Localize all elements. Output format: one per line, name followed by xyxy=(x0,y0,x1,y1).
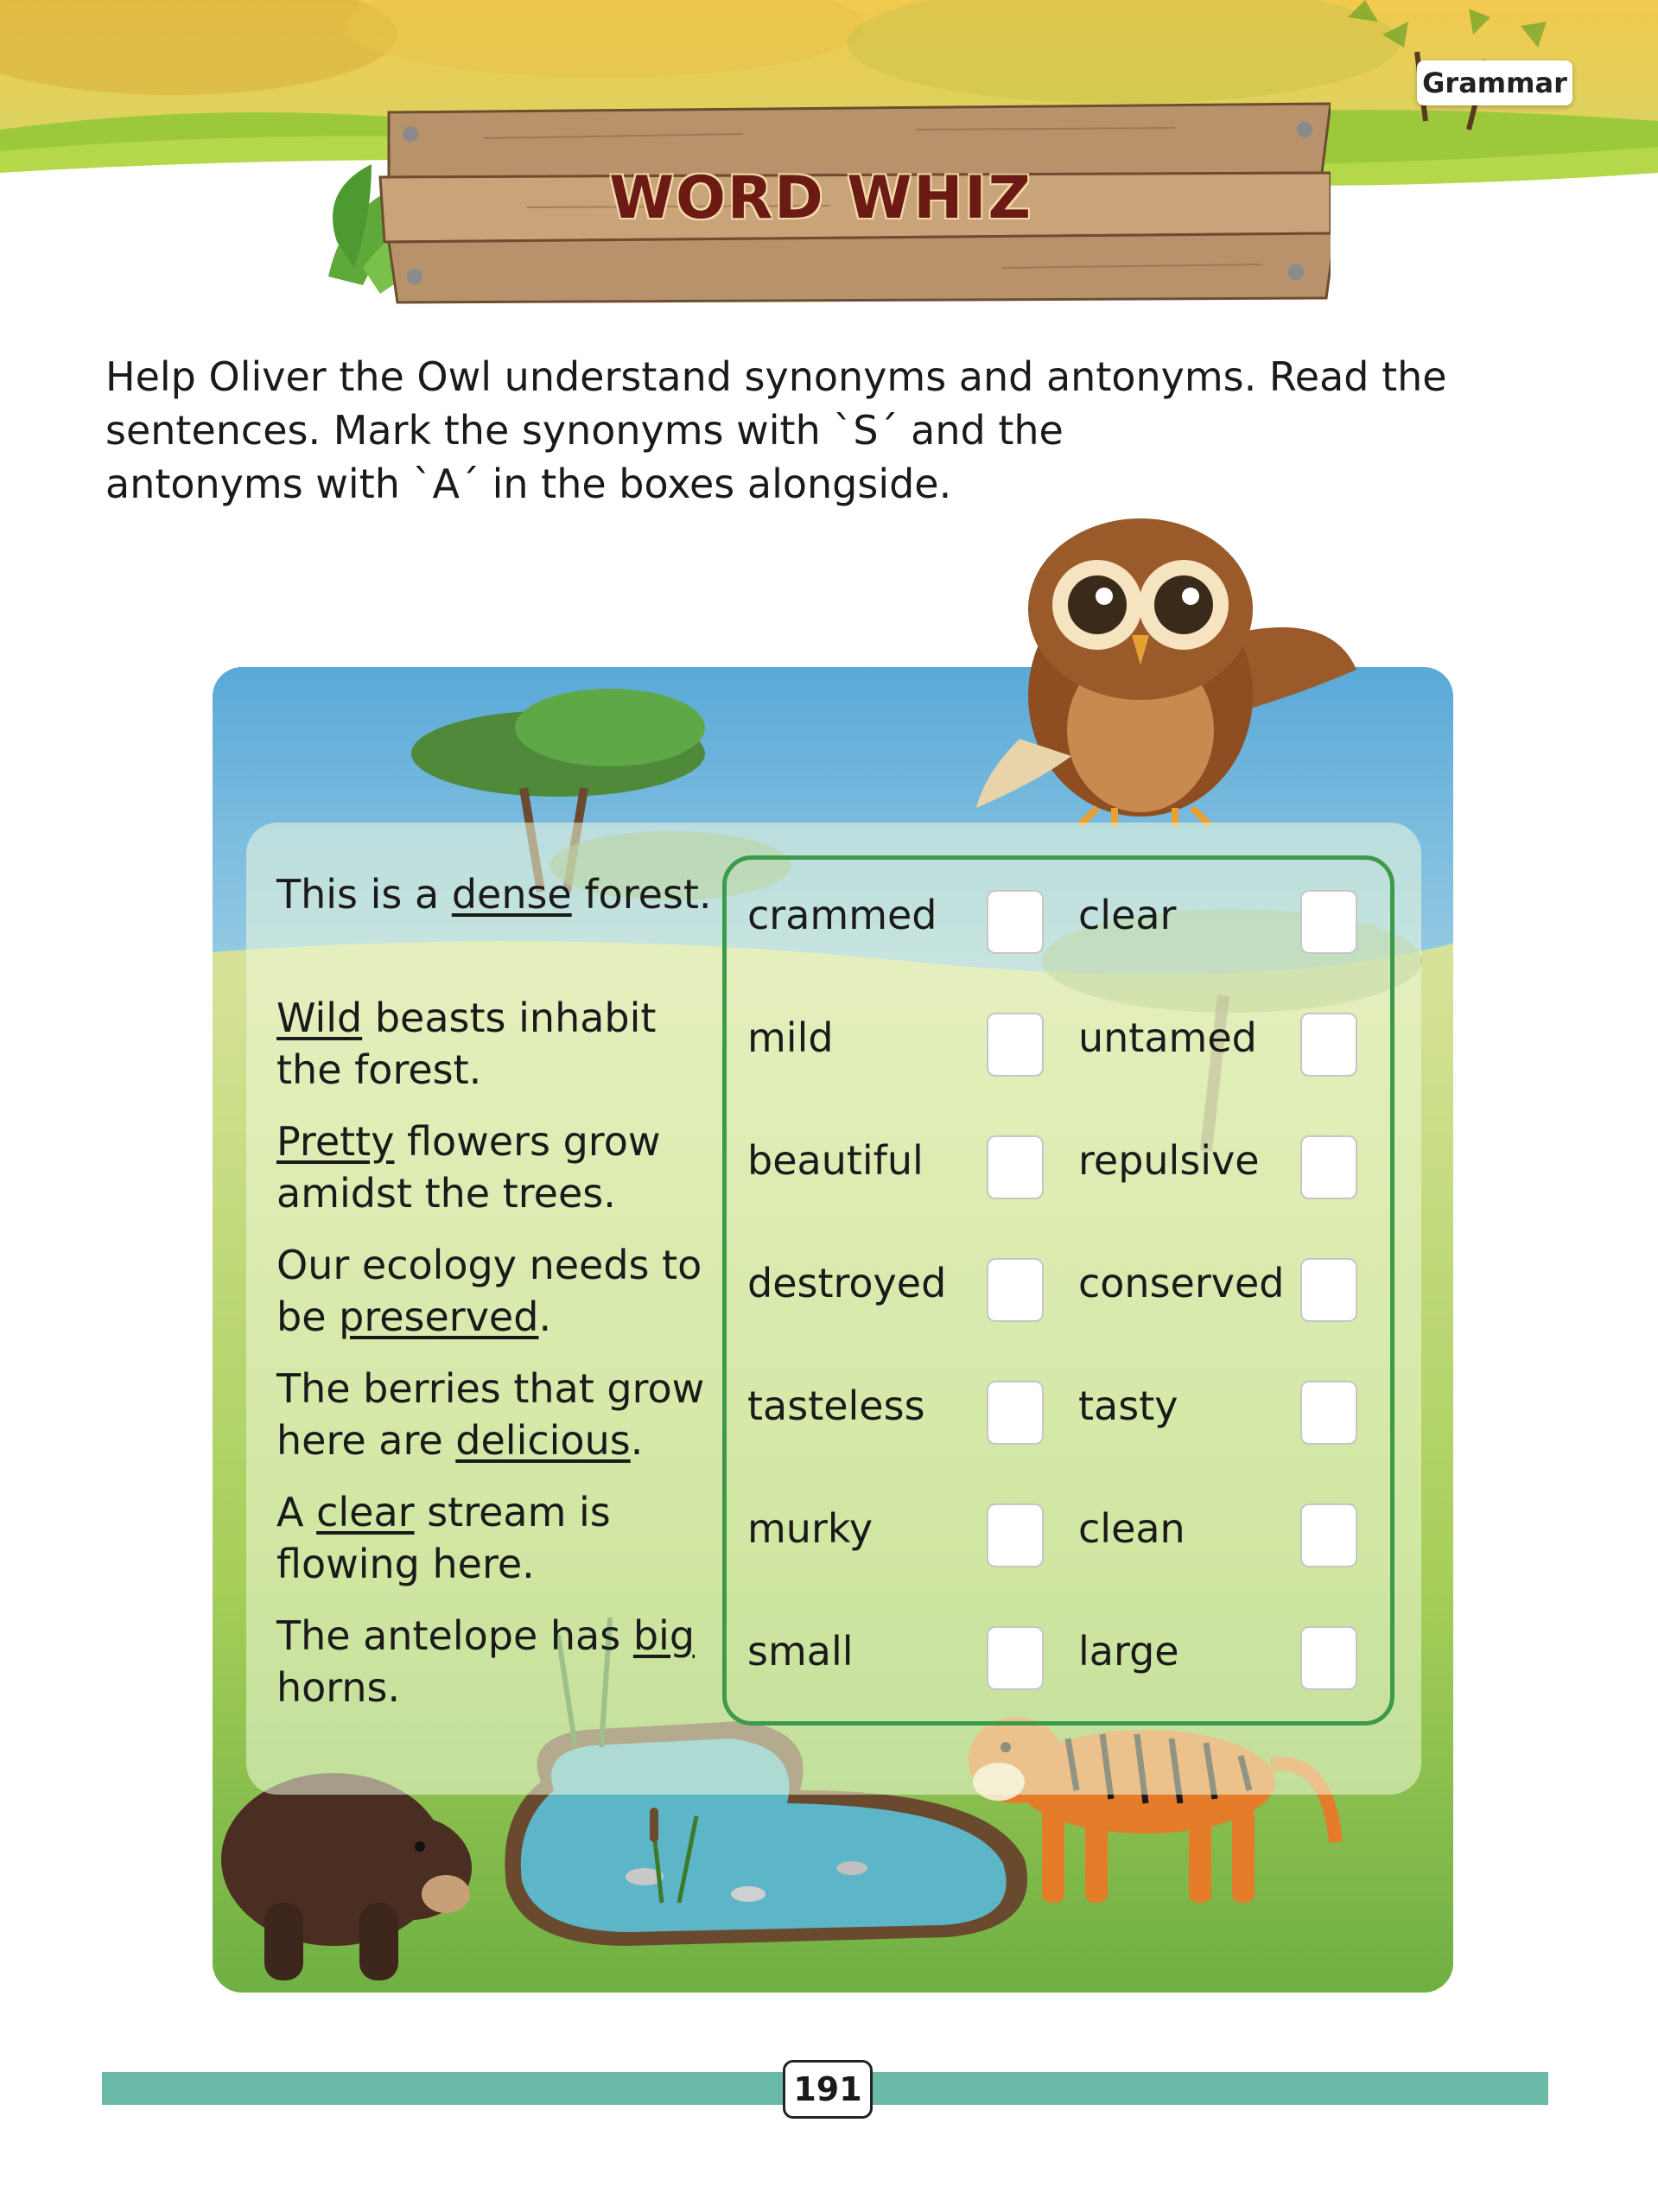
word-left-5: tasteless xyxy=(747,1382,925,1429)
word-right-6: clean xyxy=(1078,1505,1185,1552)
word-right-3: repulsive xyxy=(1078,1137,1260,1184)
answer-box-right-7[interactable] xyxy=(1300,1626,1357,1690)
instructions-line-2: sentences. Mark the synonyms with `S´ and the xyxy=(105,407,1064,454)
instructions-line-3: antonyms with `A´ in the boxes alongside. xyxy=(105,461,952,507)
underlined-word: preserved xyxy=(339,1294,539,1340)
sentence-7: The antelope has big horns. xyxy=(276,1612,696,1711)
answer-box-right-2[interactable] xyxy=(1300,1013,1357,1077)
grammar-tab xyxy=(1417,60,1572,105)
sentence-4: Our ecology needs to be preserved. xyxy=(276,1242,702,1340)
page-number: 191 xyxy=(783,2060,873,2119)
word-right-4: conserved xyxy=(1078,1260,1285,1306)
word-left-4: destroyed xyxy=(747,1260,947,1306)
answer-box-left-1[interactable] xyxy=(987,890,1044,954)
instructions xyxy=(105,350,1488,511)
word-left-1: crammed xyxy=(747,892,937,938)
answer-box-right-5[interactable] xyxy=(1300,1381,1357,1445)
sentence-2: Wild beasts inhabit the forest. xyxy=(276,995,657,1093)
answer-box-left-3[interactable] xyxy=(987,1135,1044,1199)
underlined-word: delicious xyxy=(455,1417,631,1464)
word-left-3: beautiful xyxy=(747,1137,924,1184)
answer-box-left-2[interactable] xyxy=(987,1013,1044,1077)
answer-box-right-3[interactable] xyxy=(1300,1135,1357,1199)
answer-box-left-5[interactable] xyxy=(987,1381,1044,1445)
underlined-word: Pretty xyxy=(276,1118,395,1165)
word-right-2: untamed xyxy=(1078,1014,1257,1061)
answer-box-right-6[interactable] xyxy=(1300,1503,1357,1567)
word-right-7: large xyxy=(1078,1628,1179,1675)
grammar-tab-label: Grammar xyxy=(1422,67,1567,99)
sentence-5: The berries that grow here are delicious. xyxy=(276,1365,705,1464)
word-left-6: murky xyxy=(747,1505,873,1552)
sentence-3: Pretty flowers grow amidst the trees. xyxy=(276,1118,661,1217)
underlined-word: clear xyxy=(316,1489,415,1535)
word-left-2: mild xyxy=(747,1014,834,1061)
underlined-word: big xyxy=(632,1612,696,1659)
sentence-1: This is a dense forest. xyxy=(276,871,712,918)
owl-icon xyxy=(968,497,1374,830)
instructions-line-1: Help Oliver the Owl understand synonyms and antonyms. Read the xyxy=(105,353,1447,400)
sentence-6: A clear stream is flowing here. xyxy=(276,1489,611,1587)
word-right-1: clear xyxy=(1078,892,1177,938)
word-left-7: small xyxy=(747,1628,854,1675)
answer-box-left-7[interactable] xyxy=(987,1626,1044,1690)
answer-box-left-6[interactable] xyxy=(987,1503,1044,1567)
answer-box-right-4[interactable] xyxy=(1300,1258,1357,1322)
answer-box-right-1[interactable] xyxy=(1300,890,1357,954)
word-right-5: tasty xyxy=(1078,1382,1178,1429)
answer-box-left-4[interactable] xyxy=(987,1258,1044,1322)
page-title: WORD WHIZ xyxy=(609,164,1032,232)
underlined-word: Wild xyxy=(276,995,363,1041)
underlined-word: dense xyxy=(451,871,572,918)
